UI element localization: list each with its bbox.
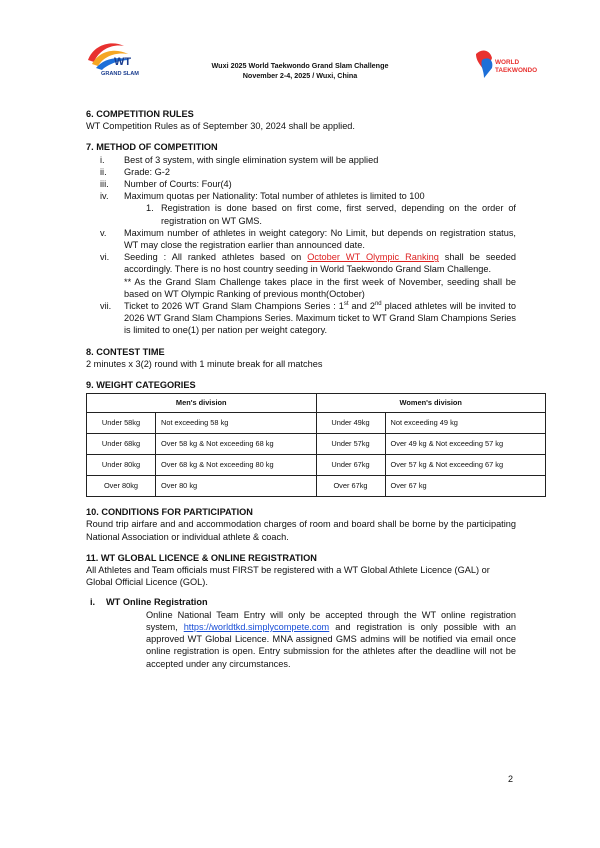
section-body: Round trip airfare and and accommodation charges of room and board shall be borne by the participating National Association or individual athlete & coach. xyxy=(86,519,516,542)
section-body: 2 minutes x 3(2) round with 1 minute break for all matches xyxy=(86,358,323,369)
section-title: 8. CONTEST TIME xyxy=(86,346,165,357)
page-number: 2 xyxy=(508,774,514,784)
section-title: 7. METHOD OF COMPETITION xyxy=(86,142,218,153)
women-division-header: Women's division xyxy=(316,394,546,413)
men-division-header: Men's division xyxy=(87,394,317,413)
section-contest-time xyxy=(86,346,516,370)
list-item: vii. Ticket to 2026 WT Grand Slam Champions Series : 1st and 2nd placed athletes will be invited to 2026 WT Grand Slam Champions Series. Maximum ticket to WT Grand Slam Champions Series is limited to one(1) per nation per weight category. xyxy=(100,300,516,336)
online-registration-body: Online National Team Entry will only be accepted through the WT online registration system, https://worldtkd.simplycompete.com and registration is only possible with an approved WT Global Licence. MNA assigned GMS admins will be notified via email once online registration is open. Entry submission for the athletes after the deadline will not be accepted under any circumstances. xyxy=(146,609,516,669)
section-competition-rules xyxy=(86,108,516,132)
header-line-1: Wuxi 2025 World Taekwondo Grand Slam Challenge xyxy=(211,61,389,70)
sub-list-item: 1. Registration is done based on first come, first served, depending on the order of registration on WT GMS. xyxy=(146,203,516,226)
section-conditions-for-participation xyxy=(86,506,516,543)
list-item: v. Maximum number of athletes in weight category: No Limit, but depends on registration status, WT may close the registration earlier than announced date. xyxy=(100,227,516,251)
seeding-note: ** As the Grand Slam Challenge takes place in the first week of November, seeding shall be based on WT Olympic Ranking of previous month(October) xyxy=(124,276,516,299)
svg-text:GRAND SLAM: GRAND SLAM xyxy=(101,71,139,77)
section-title: 9. WEIGHT CATEGORIES xyxy=(86,380,196,391)
list-item: vi. Seeding : All ranked athletes based on October WT Olympic Ranking shall be seeded accordingly. There is no host country seeding in World Taekwondo Grand Slam Challenge. xyxy=(100,252,516,275)
table-row: Over 80kg Over 80 kg Over 67kg Over 67 kg xyxy=(87,476,546,497)
table-row: Under 80kg Over 68 kg & Not exceeding 80 kg Under 67kg Over 57 kg & Not exceeding 67 kg xyxy=(87,455,546,476)
world-taekwondo-logo xyxy=(470,44,538,88)
olympic-ranking-link[interactable]: October WT Olympic Ranking xyxy=(307,252,439,263)
simplycompete-link[interactable]: https://worldtkd.simplycompete.com xyxy=(183,621,330,632)
grand-slam-logo xyxy=(84,38,150,78)
document-body xyxy=(86,108,516,679)
document-header xyxy=(150,61,450,80)
list-item: i. Best of 3 system, with single elimination system will be applied xyxy=(100,154,379,165)
svg-text:WORLD: WORLD xyxy=(495,59,520,66)
section-title: 6. COMPETITION RULES xyxy=(86,109,194,119)
list-item: ii. Grade: G-2 xyxy=(100,166,170,177)
list-item: iv. Maximum quotas per Nationality: Total number of athletes is limited to 100 xyxy=(100,191,425,202)
table-row: Under 58kg Not exceeding 58 kg Under 49kg Not exceeding 49 kg xyxy=(87,413,546,434)
section-title: 11. WT GLOBAL LICENCE & ONLINE REGISTRATION xyxy=(86,552,317,563)
section-method-of-competition xyxy=(86,141,516,336)
table-row: Under 68kg Over 58 kg & Not exceeding 68 kg Under 57kg Over 49 kg & Not exceeding 57 kg xyxy=(87,434,546,455)
list-item: iii. Number of Courts: Four(4) xyxy=(100,179,232,190)
svg-text:TAEKWONDO: TAEKWONDO xyxy=(495,67,538,74)
weight-categories-table xyxy=(86,393,546,497)
subsection-title: i. WT Online Registration xyxy=(90,597,208,608)
header-line-2: November 2-4, 2025 / Wuxi, China xyxy=(242,70,358,80)
section-weight-categories xyxy=(86,379,516,497)
section-global-licence xyxy=(86,552,516,670)
svg-text:WT: WT xyxy=(114,56,132,68)
section-title: 10. CONDITIONS FOR PARTICIPATION xyxy=(86,507,253,518)
section-body: WT Competition Rules as of September 30, 2024 shall be applied. xyxy=(86,121,355,132)
section-body: All Athletes and Team officials must FIRST be registered with a WT Global Athlete Licence (GAL) or Global Official Licence (GOL). xyxy=(86,565,490,588)
